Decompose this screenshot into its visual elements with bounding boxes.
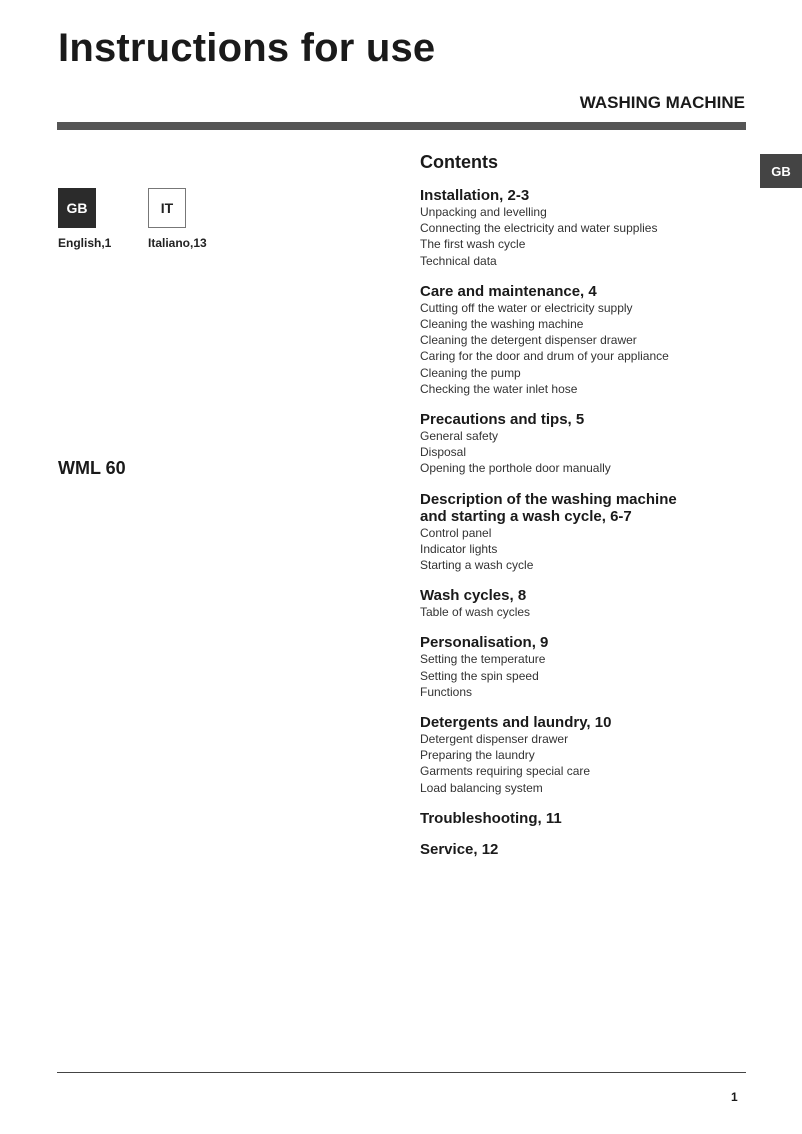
- toc-section-description: [420, 491, 750, 574]
- toc-item: Connecting the electricity and water supplies: [420, 221, 658, 236]
- toc-section-wash-cycles: [420, 587, 750, 620]
- toc-heading-line: Description of the washing machine: [420, 490, 677, 508]
- toc-section-personalisation: [420, 634, 750, 700]
- toc-item: Control panel: [420, 525, 492, 540]
- toc-heading: Wash cycles, 8: [420, 587, 527, 605]
- model-name: WML 60: [58, 458, 126, 478]
- toc-item: Indicator lights: [420, 541, 498, 556]
- toc-section-installation: [420, 187, 750, 269]
- document-title: Instructions for use: [58, 26, 436, 70]
- toc-item: Opening the porthole door manually: [420, 461, 611, 476]
- toc-heading-line: and starting a wash cycle, 6-7: [420, 507, 632, 525]
- toc-section-care: [420, 283, 750, 397]
- toc-heading: Detergents and laundry, 10: [420, 714, 612, 732]
- toc-item: Garments requiring special care: [420, 764, 591, 779]
- toc-item: Caring for the door and drum of your appliance: [420, 349, 669, 364]
- toc-item: Checking the water inlet hose: [420, 381, 578, 396]
- toc-item: Cleaning the washing machine: [420, 317, 584, 332]
- toc-item: Cutting off the water or electricity supply: [420, 300, 633, 315]
- language-it: [148, 188, 228, 250]
- product-type: WASHING MACHINE: [579, 93, 745, 112]
- toc-section-service: [420, 841, 750, 858]
- toc-item: Cleaning the pump: [420, 365, 521, 380]
- toc-item: Disposal: [420, 445, 467, 460]
- toc-item: Table of wash cycles: [420, 605, 531, 620]
- toc-item: Technical data: [420, 253, 497, 268]
- toc-heading: Troubleshooting, 11: [420, 809, 562, 827]
- footer-rule: [57, 1072, 746, 1073]
- language-label: Italiano,13: [148, 236, 207, 250]
- toc-item: Starting a wash cycle: [420, 558, 534, 573]
- side-language-tab: GB: [760, 154, 802, 188]
- language-code-box: IT: [148, 188, 186, 228]
- toc-section-precautions: [420, 411, 750, 477]
- toc-heading: Service, 12: [420, 840, 499, 858]
- toc-heading: Personalisation, 9: [420, 634, 549, 652]
- contents-title: Contents: [420, 152, 498, 172]
- toc-item: General safety: [420, 429, 499, 444]
- toc-item: Preparing the laundry: [420, 748, 535, 763]
- language-gb: [58, 188, 138, 250]
- header-rule: [57, 122, 746, 130]
- page-number: 1: [731, 1090, 738, 1104]
- toc-item: Functions: [420, 684, 473, 699]
- toc-item: Unpacking and levelling: [420, 205, 547, 219]
- toc-item: Setting the temperature: [420, 652, 546, 667]
- language-code-box: GB: [58, 188, 96, 228]
- toc-heading: Care and maintenance, 4: [420, 282, 597, 300]
- toc-item: Cleaning the detergent dispenser drawer: [420, 333, 637, 348]
- toc-heading: Installation, 2-3: [420, 187, 530, 204]
- toc-item: Detergent dispenser drawer: [420, 732, 569, 747]
- language-label: English,1: [58, 236, 112, 250]
- toc-section-detergents: [420, 714, 750, 796]
- toc-heading: Precautions and tips, 5: [420, 411, 585, 429]
- table-of-contents: [420, 152, 750, 872]
- toc-item: Load balancing system: [420, 780, 543, 795]
- toc-section-troubleshooting: [420, 810, 750, 827]
- toc-item: The first wash cycle: [420, 237, 526, 252]
- toc-item: Setting the spin speed: [420, 668, 539, 683]
